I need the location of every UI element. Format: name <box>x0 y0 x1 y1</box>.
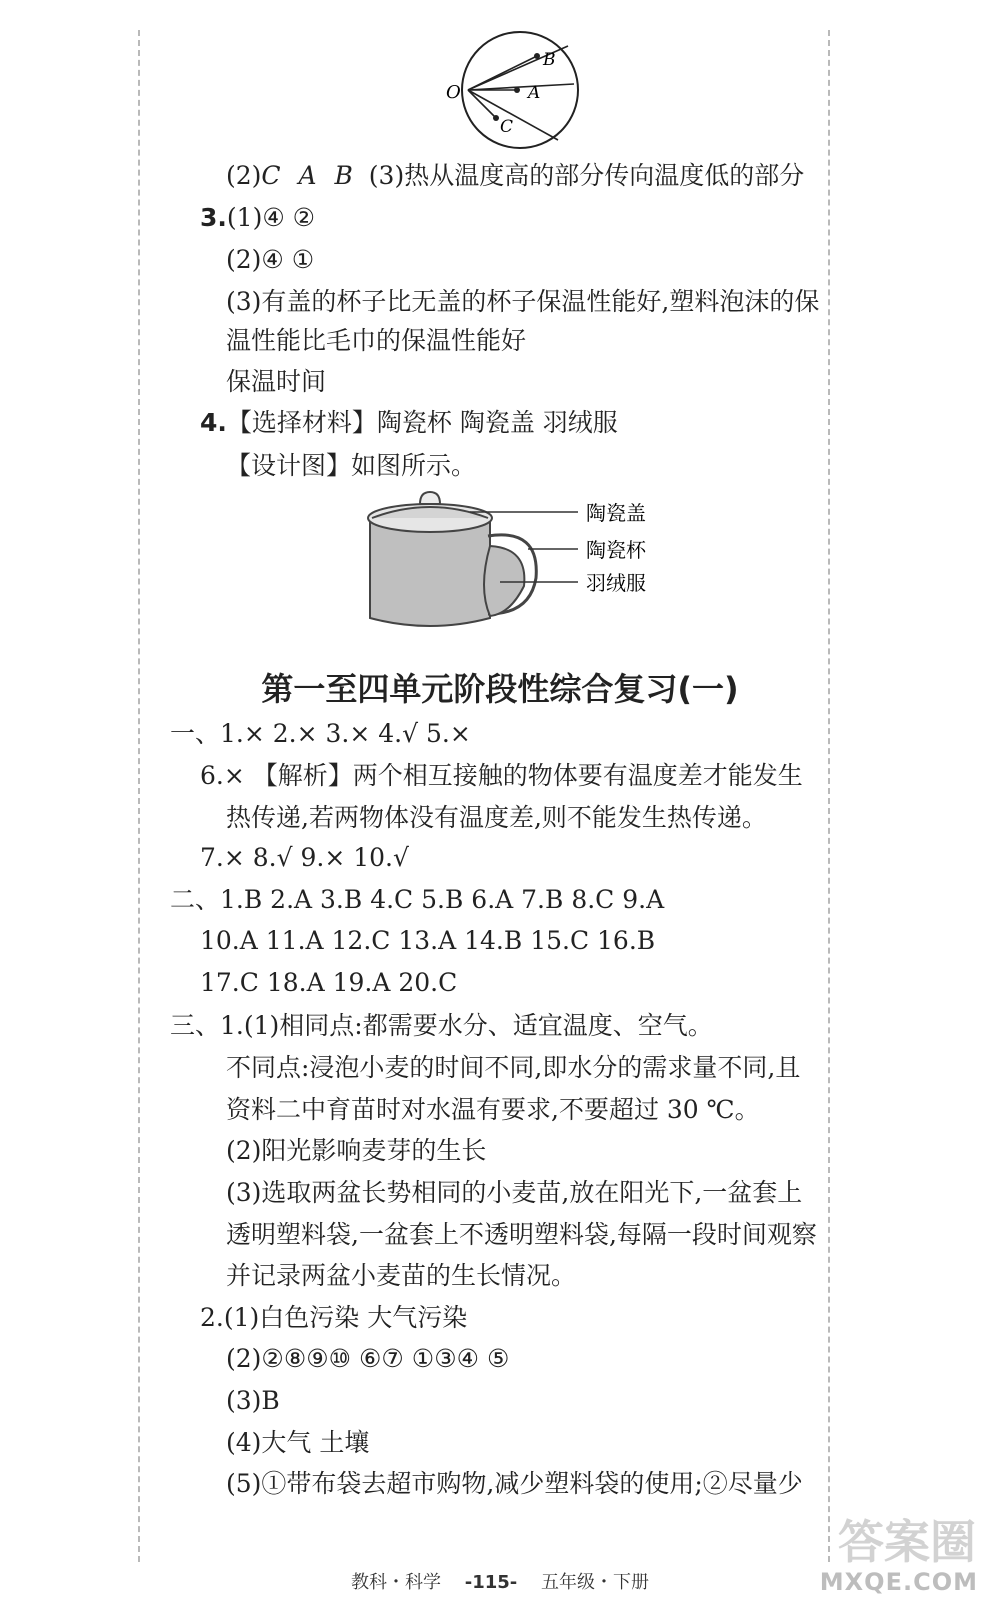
part3-q2-line-5: (5)①带布袋去超市购物,减少塑料袋的使用;②尽量少 <box>226 1469 803 1498</box>
footer-grade: 五年级・下册 <box>540 1572 649 1593</box>
part3-q2-line-1: 2.(1)白色污染 大气污染 <box>200 1303 468 1332</box>
part2-line-3: 17.C 18.A 19.A 20.C <box>200 968 458 997</box>
label-c: C <box>500 117 514 137</box>
part1-line-3: 热传递,若两物体没有温度差,则不能发生热传递。 <box>226 803 767 832</box>
q3-line-5: 保温时间 <box>226 367 327 396</box>
q4-line-1: 4.【选择材料】陶瓷杯 陶瓷盖 羽绒服 <box>200 408 618 437</box>
q3-line-3: (3)有盖的杯子比无盖的杯子保温性能好,塑料泡沫的保 <box>226 287 820 316</box>
part3-q2-line-2: (2)②⑧⑨⑩ ⑥⑦ ①③④ ⑤ <box>226 1344 510 1373</box>
q3-line-4: 温性能比毛巾的保温性能好 <box>226 326 527 355</box>
part3-line-6: 透明塑料袋,一盆套上不透明塑料袋,每隔一段时间观察 <box>226 1220 817 1249</box>
part3-line-7: 并记录两盆小麦苗的生长情况。 <box>226 1261 577 1290</box>
watermark-url: MXQE.COM <box>819 1568 978 1596</box>
part1-line-4: 7.× 8.√ 9.× 10.√ <box>200 843 409 872</box>
part1-line-1: 一、1.× 2.× 3.× 4.√ 5.× <box>170 719 471 748</box>
label-b: B <box>543 50 556 70</box>
label-a: A <box>528 83 541 103</box>
part3-line-5: (3)选取两盆长势相同的小麦苗,放在阳光下,一盆套上 <box>226 1178 803 1207</box>
q3-line-2: (2)④ ① <box>226 245 315 274</box>
watermark-logo-text: 答案圈 <box>838 1515 976 1569</box>
page-number: -115- <box>464 1572 518 1593</box>
part2-line-2: 10.A 11.A 12.C 13.A 14.B 15.C 16.B <box>200 926 656 955</box>
part1-line-2: 6.× 【解析】两个相互接触的物体要有温度差才能发生 <box>200 761 803 790</box>
label-coat: 羽绒服 <box>586 571 646 595</box>
label-cup: 陶瓷杯 <box>586 538 646 562</box>
section-title: 第一至四单元阶段性综合复习(一) <box>261 670 739 708</box>
circle-diagram <box>440 28 590 153</box>
q4-line-2: 【设计图】如图所示。 <box>226 451 477 480</box>
part3-line-1: 三、1.(1)相同点:都需要水分、适宜温度、空气。 <box>170 1011 713 1040</box>
footer-subject: 教科・科学 <box>351 1572 441 1593</box>
q3-line-1: 3.(1)④ ② <box>200 203 316 232</box>
part3-line-3: 资料二中育苗时对水温有要求,不要超过 30 ℃。 <box>226 1095 760 1124</box>
label-lid: 陶瓷盖 <box>586 501 646 525</box>
right-margin-line <box>828 30 830 1562</box>
part3-line-2: 不同点:浸泡小麦的时间不同,即水分的需求量不同,且 <box>226 1053 801 1082</box>
part3-q2-line-4: (4)大气 土壤 <box>226 1428 370 1457</box>
cup-diagram <box>360 488 670 638</box>
part3-line-4: (2)阳光影响麦芽的生长 <box>226 1136 487 1165</box>
label-o: O <box>446 82 461 103</box>
part3-q2-line-3: (3)B <box>226 1386 280 1415</box>
part2-line-1: 二、1.B 2.A 3.B 4.C 5.B 6.A 7.B 8.C 9.A <box>170 885 665 914</box>
q2-answer-line: (2)C A B (3)热从温度高的部分传向温度低的部分 <box>226 161 805 190</box>
left-margin-line <box>138 30 140 1562</box>
